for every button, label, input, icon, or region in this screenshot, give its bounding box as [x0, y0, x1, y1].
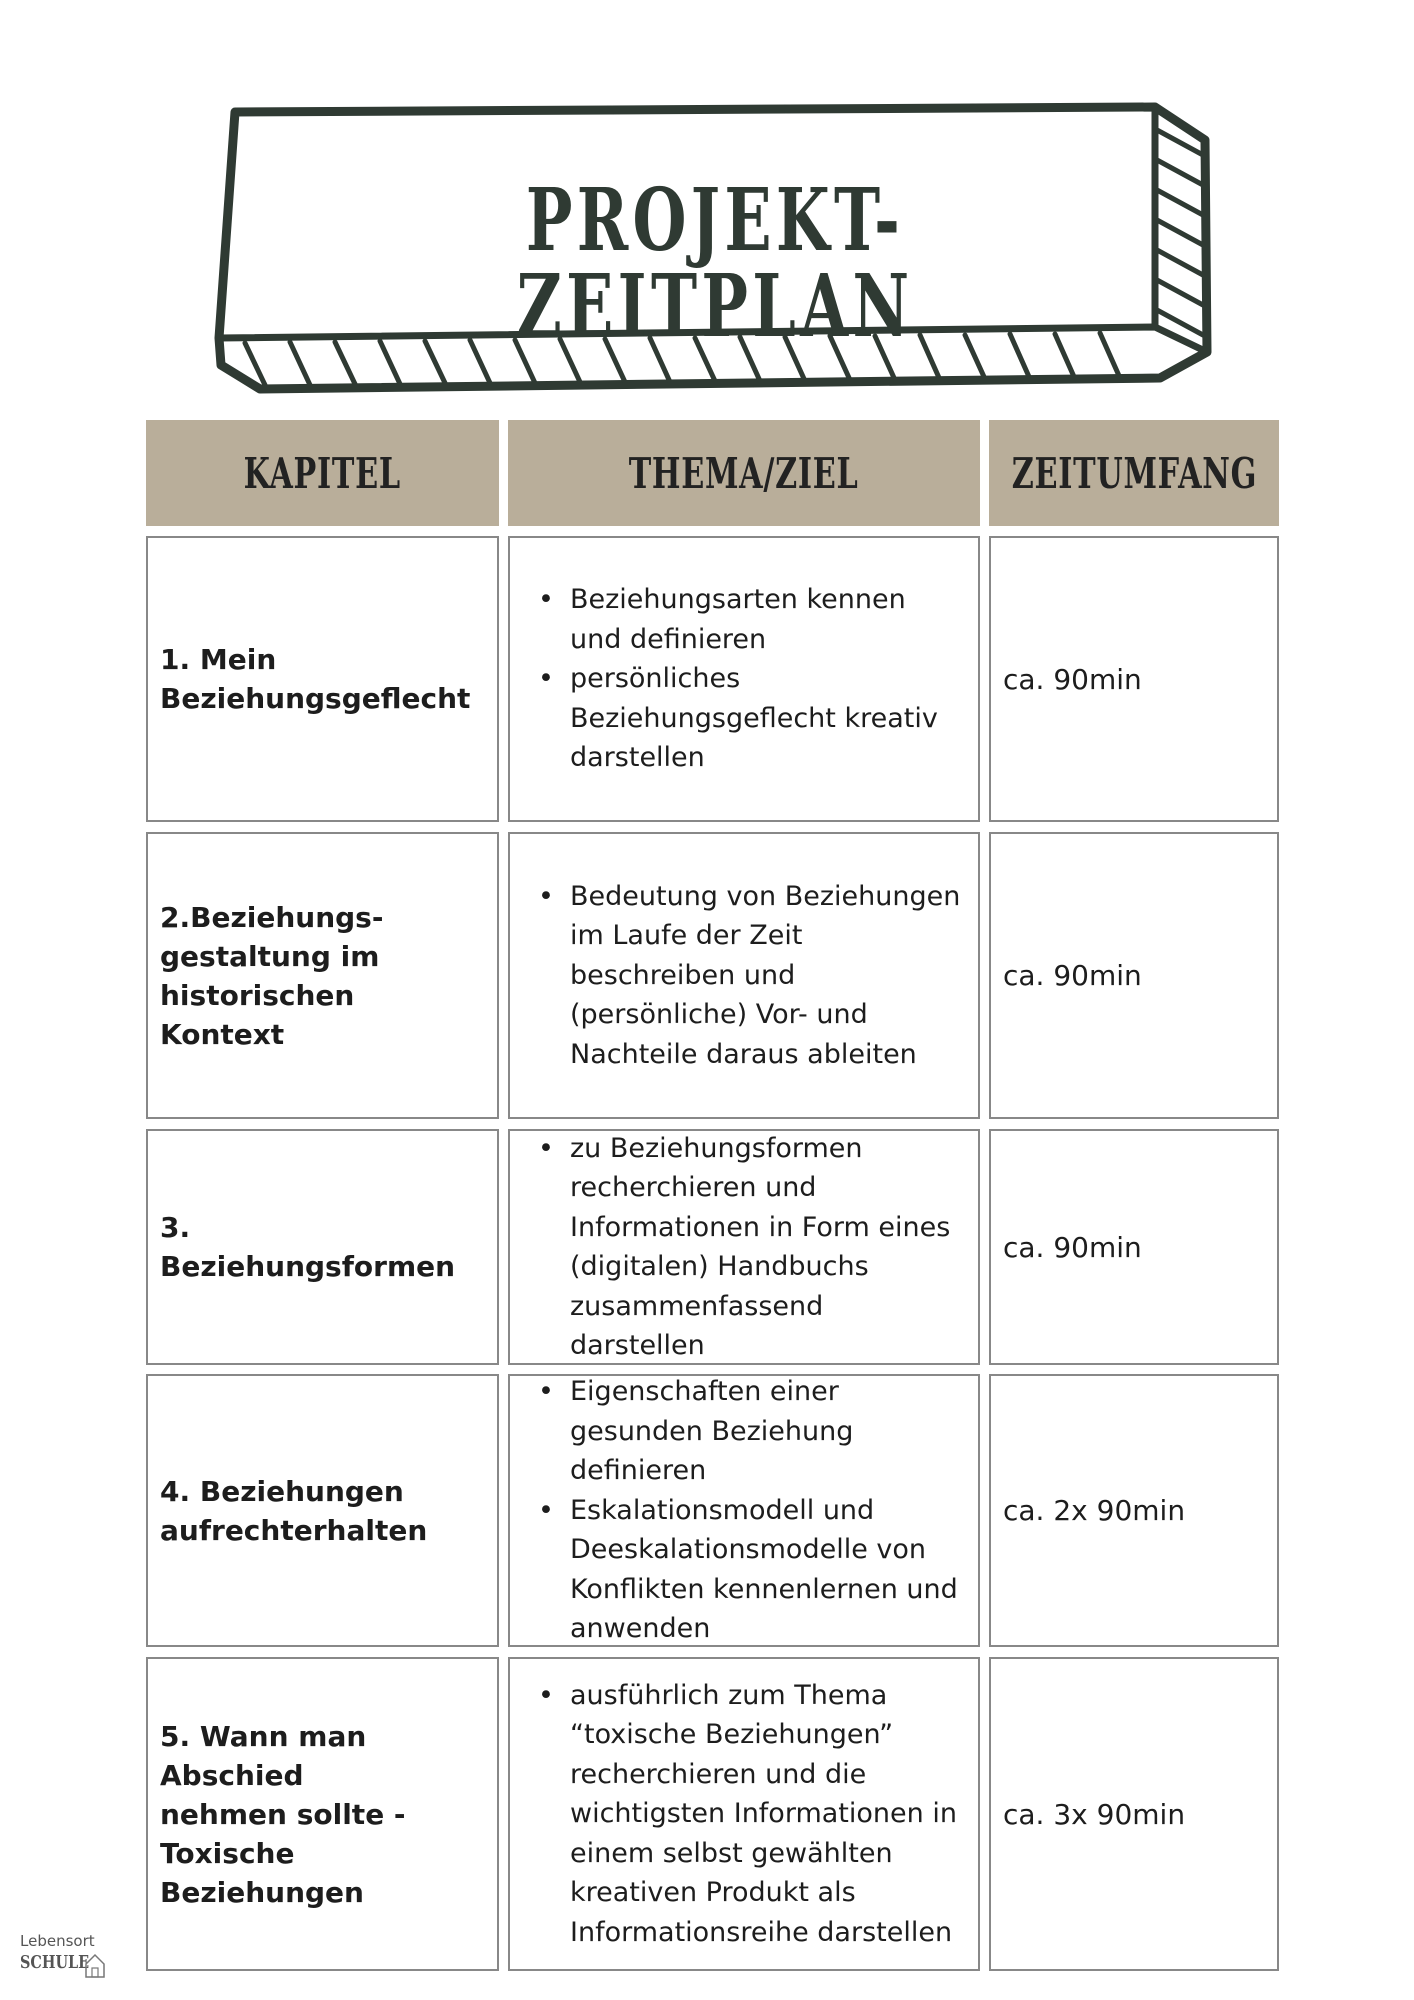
duration-text: ca. 2x 90min: [1003, 1494, 1186, 1527]
topic-item: • Eigenschaften einer gesunden Beziehung definieren: [534, 1372, 964, 1491]
duration-text: ca. 3x 90min: [1003, 1797, 1186, 1831]
chapter-title: 5. Wann man Abschied nehmen sollte - Toxische Beziehungen: [160, 1719, 406, 1909]
table-row-3-duration: [989, 1129, 1279, 1365]
topic-item: • Beziehungsarten kennen und definieren: [534, 580, 964, 659]
table-row-2-chapter: [146, 832, 499, 1119]
topic-list: [534, 580, 964, 778]
duration-text: ca. 90min: [1003, 662, 1142, 696]
table-row-1-topics: [508, 536, 980, 822]
table-row-1-chapter: [146, 536, 499, 822]
logo-line2: SCHULE: [20, 1952, 90, 1973]
table-row-5-chapter: [146, 1657, 499, 1971]
table-row-4-chapter: [146, 1374, 499, 1647]
topic-item: • Bedeutung von Beziehungen im Laufe der Zeit beschreiben und (persönliche) Vor- und Nachteile daraus ableiten: [534, 877, 964, 1075]
table-row-1-duration: [989, 536, 1279, 822]
chapter-title: 1. Mein Beziehungsgeflecht: [160, 643, 471, 715]
duration-text: ca. 90min: [1003, 1230, 1142, 1264]
duration-text: ca. 90min: [1003, 959, 1142, 992]
table-row-2-topics: [508, 832, 980, 1119]
topic-list: [534, 1129, 964, 1366]
table-row-5-topics: [508, 1657, 980, 1971]
lebensort-schule-logo: [18, 1932, 128, 1990]
page-title: PROJEKT-ZEITPLAN: [516, 170, 914, 357]
chapter-title: 4. Beziehungen aufrechterhalten: [160, 1474, 428, 1547]
topic-list: [534, 877, 964, 1075]
topic-item: • ausführlich zum Thema “toxische Beziehungen” recherchieren und die wichtigsten Informationen in einem selbst gewählten kreativen Produkt als Informationsreihe darstellen: [534, 1676, 964, 1953]
topic-item: • Eskalationsmodell und Deeskalationsmodelle von Konflikten kennenlernen und anwenden: [534, 1491, 964, 1649]
table-row-3-topics: [508, 1129, 980, 1365]
header-zeitumfang: ZEITUMFANG: [989, 420, 1279, 526]
logo-line1: Lebensort: [20, 1932, 95, 1950]
table-row-4-duration: [989, 1374, 1279, 1647]
table-row-3-chapter: [146, 1129, 499, 1365]
table-row-2-duration: [989, 832, 1279, 1119]
topic-item: • persönliches Beziehungsgeflecht kreativ darstellen: [534, 659, 964, 778]
topic-item: • zu Beziehungsformen recherchieren und Informationen in Form eines (digitalen) Handbuchs zusammenfassend darstellen: [534, 1129, 964, 1366]
header-thema-ziel: THEMA/ZIEL: [508, 420, 980, 526]
table-row-4-topics: [508, 1374, 980, 1647]
house-icon: [84, 1952, 106, 1978]
header-kapitel: KAPITEL: [146, 420, 499, 526]
chapter-title: 2.Beziehungs- gestaltung im historischen Kontext: [160, 900, 384, 1051]
topic-list: [534, 1372, 964, 1649]
topic-list: [534, 1676, 964, 1953]
chapter-title: 3. Beziehungsformen: [160, 1211, 456, 1283]
table-row-5-duration: [989, 1657, 1279, 1971]
